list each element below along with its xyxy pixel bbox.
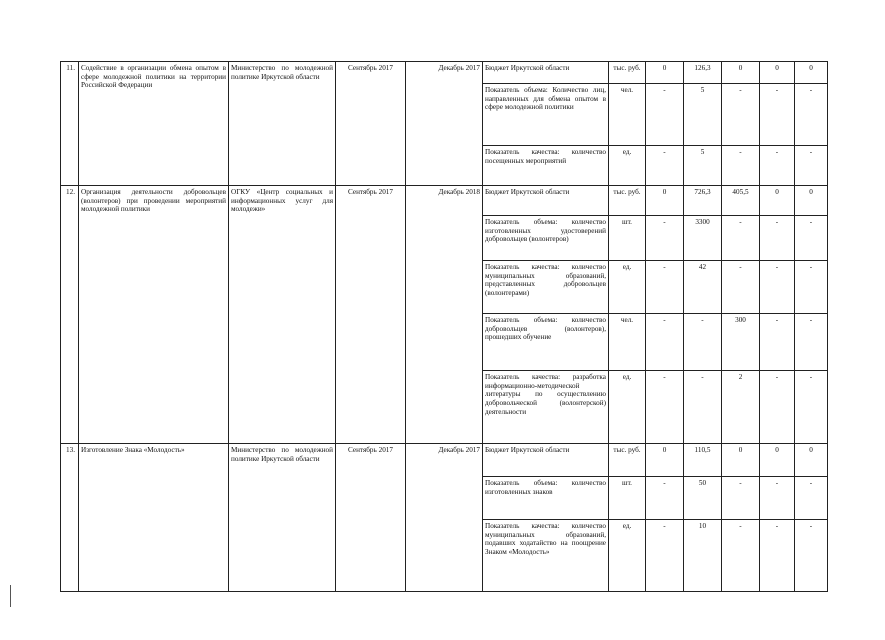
value-cell: -: [795, 261, 828, 314]
indicator-text: Показатель объема: Количество лиц, направленных для обмена опытом в сфере молодежной политики: [483, 84, 609, 146]
value-cell: 10: [684, 520, 722, 592]
value-cell: 5: [684, 146, 722, 186]
row-number: 11.: [61, 62, 79, 186]
value-cell: -: [646, 314, 684, 371]
value-cell: -: [795, 146, 828, 186]
value-cell: 42: [684, 261, 722, 314]
indicator-unit: тыс. руб.: [609, 444, 646, 477]
value-cell: 0: [795, 62, 828, 84]
value-cell: -: [760, 477, 795, 520]
value-cell: -: [684, 314, 722, 371]
indicator-unit: ед.: [609, 371, 646, 444]
value-cell: -: [795, 371, 828, 444]
indicator-text: Показатель качества: количество посещенных мероприятий: [483, 146, 609, 186]
indicator-text: Бюджет Иркутской области: [483, 444, 609, 477]
value-cell: -: [760, 146, 795, 186]
activity-name: Содействие в организации обмена опытом в сфере молодежной политики на территории Российской Федерации: [79, 62, 229, 186]
indicator-unit: тыс. руб.: [609, 186, 646, 216]
value-cell: -: [760, 314, 795, 371]
executor: Министерство по молодежной политике Иркутской области: [229, 444, 336, 592]
indicator-text: Показатель объема: количество изготовленных удостоверений добровольцев (волонтеров): [483, 216, 609, 261]
value-cell: -: [646, 261, 684, 314]
indicator-unit: шт.: [609, 216, 646, 261]
value-cell: -: [760, 520, 795, 592]
value-cell: -: [760, 216, 795, 261]
value-cell: -: [795, 477, 828, 520]
program-activities-table: [60, 61, 828, 592]
indicator-text: Показатель объема: количество изготовленных знаков: [483, 477, 609, 520]
executor: Министерство по молодежной политике Иркутской области: [229, 62, 336, 186]
indicator-text: Показатель качества: количество муниципальных образований, представленных добровольцев (волонтерами): [483, 261, 609, 314]
value-cell: -: [760, 261, 795, 314]
table-row: [61, 186, 828, 216]
value-cell: -: [722, 84, 760, 146]
row-number: 12.: [61, 186, 79, 444]
indicator-unit: ед.: [609, 146, 646, 186]
value-cell: -: [795, 84, 828, 146]
indicator-text: Показатель качества: количество муниципальных образований, подавших ходатайство на поощрение Знаком «Молодость»: [483, 520, 609, 592]
activity-name: Изготовление Знака «Молодость»: [79, 444, 229, 592]
start-date: Сентябрь 2017: [336, 62, 406, 186]
value-cell: 2: [722, 371, 760, 444]
value-cell: 0: [760, 62, 795, 84]
value-cell: 0: [795, 186, 828, 216]
indicator-text: Бюджет Иркутской области: [483, 186, 609, 216]
value-cell: -: [646, 371, 684, 444]
end-date: Декабрь 2018: [406, 186, 483, 444]
end-date: Декабрь 2017: [406, 444, 483, 592]
indicator-unit: шт.: [609, 477, 646, 520]
value-cell: -: [646, 520, 684, 592]
value-cell: -: [722, 216, 760, 261]
value-cell: -: [646, 84, 684, 146]
value-cell: -: [722, 520, 760, 592]
indicator-unit: ед.: [609, 520, 646, 592]
value-cell: 300: [722, 314, 760, 371]
value-cell: -: [722, 477, 760, 520]
value-cell: -: [760, 84, 795, 146]
value-cell: 0: [646, 186, 684, 216]
value-cell: -: [684, 371, 722, 444]
indicator-text: Показатель качества: разработка информационно-методической литературы по осуществлению добровольческой (волонтерской) деятельности: [483, 371, 609, 444]
indicator-unit: ед.: [609, 261, 646, 314]
value-cell: -: [760, 371, 795, 444]
value-cell: 110,5: [684, 444, 722, 477]
value-cell: 0: [760, 186, 795, 216]
value-cell: 126,3: [684, 62, 722, 84]
margin-mark: [10, 585, 11, 607]
value-cell: 50: [684, 477, 722, 520]
table-body: [61, 62, 828, 592]
table-row: [61, 444, 828, 477]
value-cell: -: [722, 261, 760, 314]
table-row: [61, 62, 828, 84]
indicator-unit: тыс. руб.: [609, 62, 646, 84]
executor: ОГКУ «Центр социальных и информационных услуг для молодежи»: [229, 186, 336, 444]
start-date: Сентябрь 2017: [336, 444, 406, 592]
indicator-unit: чел.: [609, 314, 646, 371]
indicator-text: Показатель объема: количество добровольцев (волонтеров), прошедших обучение: [483, 314, 609, 371]
value-cell: -: [795, 216, 828, 261]
value-cell: 0: [795, 444, 828, 477]
indicator-unit: чел.: [609, 84, 646, 146]
value-cell: 5: [684, 84, 722, 146]
value-cell: -: [722, 146, 760, 186]
indicator-text: Бюджет Иркутской области: [483, 62, 609, 84]
end-date: Декабрь 2017: [406, 62, 483, 186]
value-cell: -: [646, 477, 684, 520]
value-cell: 0: [722, 62, 760, 84]
value-cell: 0: [722, 444, 760, 477]
value-cell: 405,5: [722, 186, 760, 216]
start-date: Сентябрь 2017: [336, 186, 406, 444]
value-cell: 0: [760, 444, 795, 477]
value-cell: -: [795, 520, 828, 592]
value-cell: -: [646, 146, 684, 186]
value-cell: -: [646, 216, 684, 261]
row-number: 13.: [61, 444, 79, 592]
value-cell: 3300: [684, 216, 722, 261]
value-cell: -: [795, 314, 828, 371]
value-cell: 0: [646, 62, 684, 84]
value-cell: 726,3: [684, 186, 722, 216]
value-cell: 0: [646, 444, 684, 477]
activity-name: Организация деятельности добровольцев (волонтеров) при проведении мероприятий молодежной политики: [79, 186, 229, 444]
